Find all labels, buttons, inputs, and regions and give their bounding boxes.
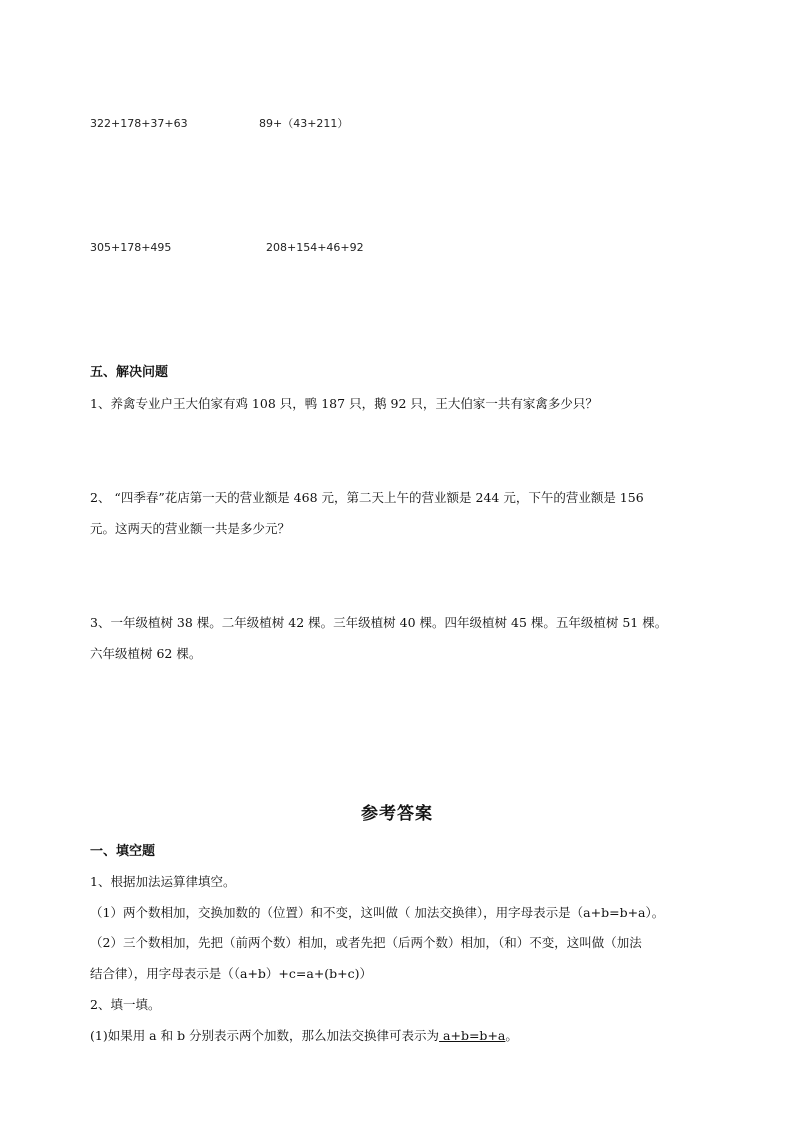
question-2-line-2: 元。这两天的营业额一共是多少元？ — [90, 521, 291, 536]
answer-2-1-prefix: (1)如果用 a 和 b 分别表示两个加数，那么加法交换律可表示为 — [90, 1028, 440, 1043]
answer-2-intro: 2、填一填。 — [90, 997, 161, 1012]
question-3-line-1: 3、一年级植树 38 棵。二年级植树 42 棵。三年级植树 40 棵。四年级植树 45 棵。五年级植树 51 棵。 — [90, 615, 668, 630]
answer-2-1-suffix: 。 — [505, 1028, 518, 1043]
answer-1-1: （1）两个数相加，交换加数的（位置）和不变，这叫做（ 加法交换律），用字母表示是（a+b=b+a）。 — [90, 905, 665, 920]
expr-1: 322+178+37+63 — [90, 117, 188, 130]
question-1: 1、养禽专业户王大伯家有鸡 108 只，鸭 187 只，鹅 92 只，王大伯家一共有家禽多少只？ — [90, 396, 598, 411]
answer-1-2-line-2: 结合律），用字母表示是（（a+b）+c=a+(b+c)） — [90, 966, 373, 981]
answer-1-2-line-1: （2）三个数相加，先把（前两个数）相加，或者先把（后两个数）相加，（和）不变，这叫做（加法 — [90, 935, 642, 950]
answer-section-heading: 一、填空题 — [90, 844, 156, 859]
expr-4: 208+154+46+92 — [266, 241, 364, 254]
answer-2-1-answer: a+b=b+a — [439, 1028, 506, 1043]
answer-key-title: 参考答案 — [361, 804, 433, 824]
expr-3: 305+178+495 — [90, 241, 172, 254]
expr-2: 89+（43+211） — [259, 117, 349, 130]
answer-1-intro: 1、根据加法运算律填空。 — [90, 874, 236, 889]
question-2-line-1: 2、 “四季春”花店第一天的营业额是 468 元，第二天上午的营业额是 244 元，下午的营业额是 156 — [90, 490, 644, 505]
section-heading-problems: 五、解决问题 — [90, 365, 169, 380]
question-3-line-2: 六年级植树 62 棵。 — [90, 646, 202, 661]
answer-2-1 — [90, 1027, 518, 1045]
